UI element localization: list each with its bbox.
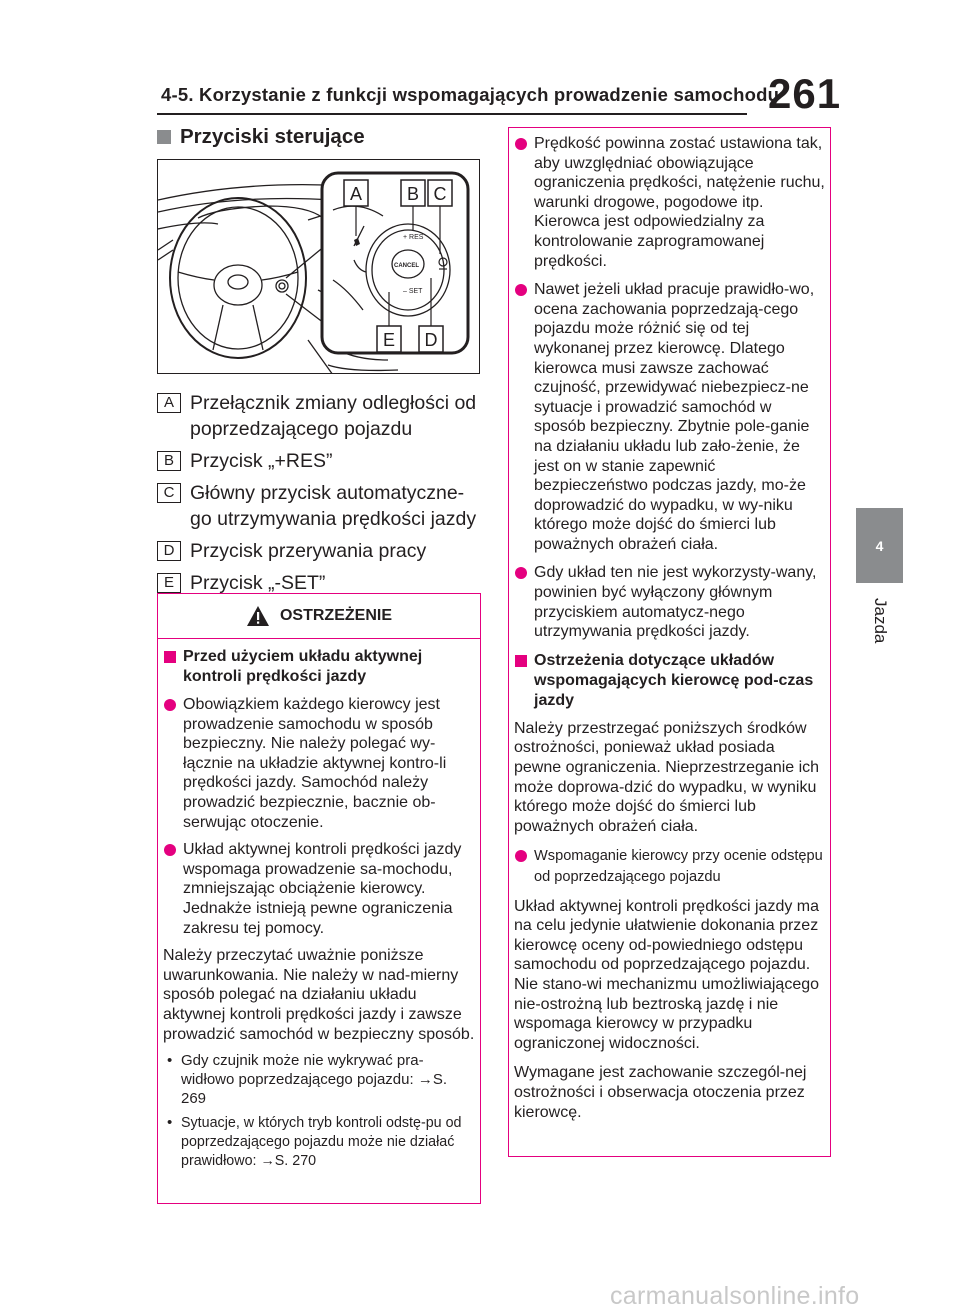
figure-callout-e — [377, 326, 401, 352]
chapter-tab: 4 — [856, 508, 903, 583]
page-number: 261 — [768, 70, 842, 117]
right-item: Nawet jeżeli układ pracuje prawidło-wo, ocena zachowania poprzedzają-cego pojazdu może różnić się od tej wykonanej przez kierowcę. Dlatego kierowca musi zawsze zachować czujność, przewidywać niebezpiecz-ne sytuacje i prowadzić samochód w sposób bezpieczny. Zbytnie pole-ganie na działaniu układu lub zało-żenie, że jest on w stanie zapewnić bezpieczeństwo podczas jazdy, mo-że doprowadzić do wypadku, w wy-niku którego może dojść do śmierci lub poważnych obrażeń ciała. — [514, 280, 825, 554]
warning-body — [158, 639, 480, 1171]
res-button-text: + RES — [403, 234, 424, 241]
callout-text: Przełącznik zmiany odległości od poprzedzającego pojazdu — [190, 392, 477, 440]
set-button-text: – SET — [403, 288, 423, 295]
callout-letter: E — [157, 573, 181, 593]
figure-callout-d — [419, 326, 443, 352]
heading-square-marker — [157, 130, 171, 144]
running-header: 4-5. Korzystanie z funkcji wspomagających prowadzenie samochodu — [161, 84, 780, 105]
callout-c — [157, 480, 482, 532]
right-item: Gdy układ ten nie jest wykorzysty-wany, powinien być wyłączony głównym przyciskiem automatycz-nego utrzymywania prędkości jazdy. — [514, 563, 825, 641]
callout-letter: B — [157, 451, 181, 471]
warning-header — [158, 594, 480, 639]
warning-box — [157, 593, 481, 1204]
section-heading-text: Przyciski sterujące — [180, 125, 365, 148]
svg-text:C: C — [433, 184, 447, 204]
svg-text:D: D — [424, 330, 438, 350]
warning-bullet — [163, 1114, 475, 1170]
warning-item: Obowiązkiem każdego kierowcy jest prowadzenie samochodu w sposób bezpieczny. Nie należy polegać wy-łącznie na układzie aktywnej kontro-li prędkości jazdy. Samochód należy prowadzić bezpiecznie, bacznie ob-serwując otoczenie. — [163, 695, 475, 832]
callout-a — [157, 390, 482, 442]
right-item: Prędkość powinna zostać ustawiona tak, aby uwzględniać obowiązujące ograniczenia prędkości, natężenie ruchu, warunki drogowe, pogodowe itp. Kierowca jest odpowiedzialny za kontrolowanie zaprogramowanej prędkości. — [514, 134, 825, 271]
steering-wheel-illustration — [158, 160, 480, 374]
warning-bullet: • Gdy czujnik może nie wykrywać pra-widłowo poprzedzającego pojazdu: →S. 269 — [163, 1052, 475, 1108]
warning-paragraph: Należy przeczytać uważnie poniższe uwarunkowania. Nie należy w nad-mierny sposób polegać na działaniu układu aktywnej kontroli prędkości jazdy i zawsze prowadzić samochód w bezpieczny sposób. — [163, 947, 475, 1043]
callout-letter: C — [157, 483, 181, 503]
right-item — [514, 846, 825, 887]
watermark: carmanualsonline.info — [610, 1282, 860, 1310]
callout-text: Przycisk „-SET” — [190, 572, 326, 594]
warning-triangle-icon — [246, 605, 270, 627]
warning-title: OSTRZEŻENIE — [279, 607, 392, 624]
steering-wheel-figure — [157, 159, 480, 374]
callout-list — [157, 390, 482, 602]
warning-bullet-text: Sytuacje, w których tryb kontroli odstę-pu od poprzedzającego pojazdu może nie działać prawidłowo: →S. 270 — [181, 1115, 462, 1170]
callout-text: Przycisk „+RES” — [190, 450, 333, 472]
right-paragraph: Wymagane jest zachowanie szczegól-nej ostrożności i obserwacja otoczenia przez kierowcę. — [514, 1064, 807, 1121]
callout-letter: D — [157, 541, 181, 561]
right-paragraph: Należy przestrzegać poniższych środków ostrożności, ponieważ układ posiada pewne ograniczenia. Nieprzestrzeganie ich może doprowa-dzić do wypadku, w wyniku którego może dojść do śmierci lub poważnych obrażeń ciała. — [514, 719, 820, 835]
warning-item: Układ aktywnej kontroli prędkości jazdy wspomaga prowadzenie sa-mochodu, zmniejszając obciążenie kierowcy. Jednakże istnieją pewne ograniczenia zakresu tej pomocy. — [163, 840, 475, 938]
callout-b — [157, 448, 482, 474]
callout-letter: A — [157, 393, 181, 413]
callout-text: Główny przycisk automatyczne-go utrzymywania prędkości jazdy — [190, 482, 477, 530]
cancel-button-text: CANCEL — [394, 263, 419, 269]
right-paragraph: Układ aktywnej kontroli prędkości jazdy ma na celu jedynie ułatwienie dokonania przez kierowcę oceny od-powiedniego odstępu samochodu od poprzedzającego pojazdu. Nie stano-wi mechanizmu umożliwiającego nie-ostrożną lub beztroską jazdę i nie wspomaga kierowcy w przypadku ograniczonej widoczności. — [514, 897, 820, 1052]
svg-text:A: A — [349, 184, 363, 204]
chapter-label: Jazda — [871, 598, 890, 644]
callout-text: Przycisk przerywania pracy — [190, 540, 427, 562]
svg-text:E: E — [382, 330, 396, 350]
callout-d — [157, 538, 482, 564]
right-subheading: Ostrzeżenia dotyczące układów wspomagających kierowcę pod-czas jazdy — [514, 651, 825, 711]
header-rule — [157, 113, 747, 115]
svg-text:B: B — [406, 184, 420, 204]
right-item-text: Wspomaganie kierowcy przy ocenie odstępu od poprzedzającego pojazdu — [534, 848, 823, 885]
right-warning-column — [508, 127, 831, 1157]
figure-callout-a — [344, 180, 368, 206]
figure-callout-b — [401, 180, 425, 206]
warning-subheading: Przed użyciem układu aktywnej kontroli prędkości jazdy — [163, 647, 475, 687]
figure-callout-c — [428, 180, 452, 206]
section-heading — [157, 125, 365, 149]
